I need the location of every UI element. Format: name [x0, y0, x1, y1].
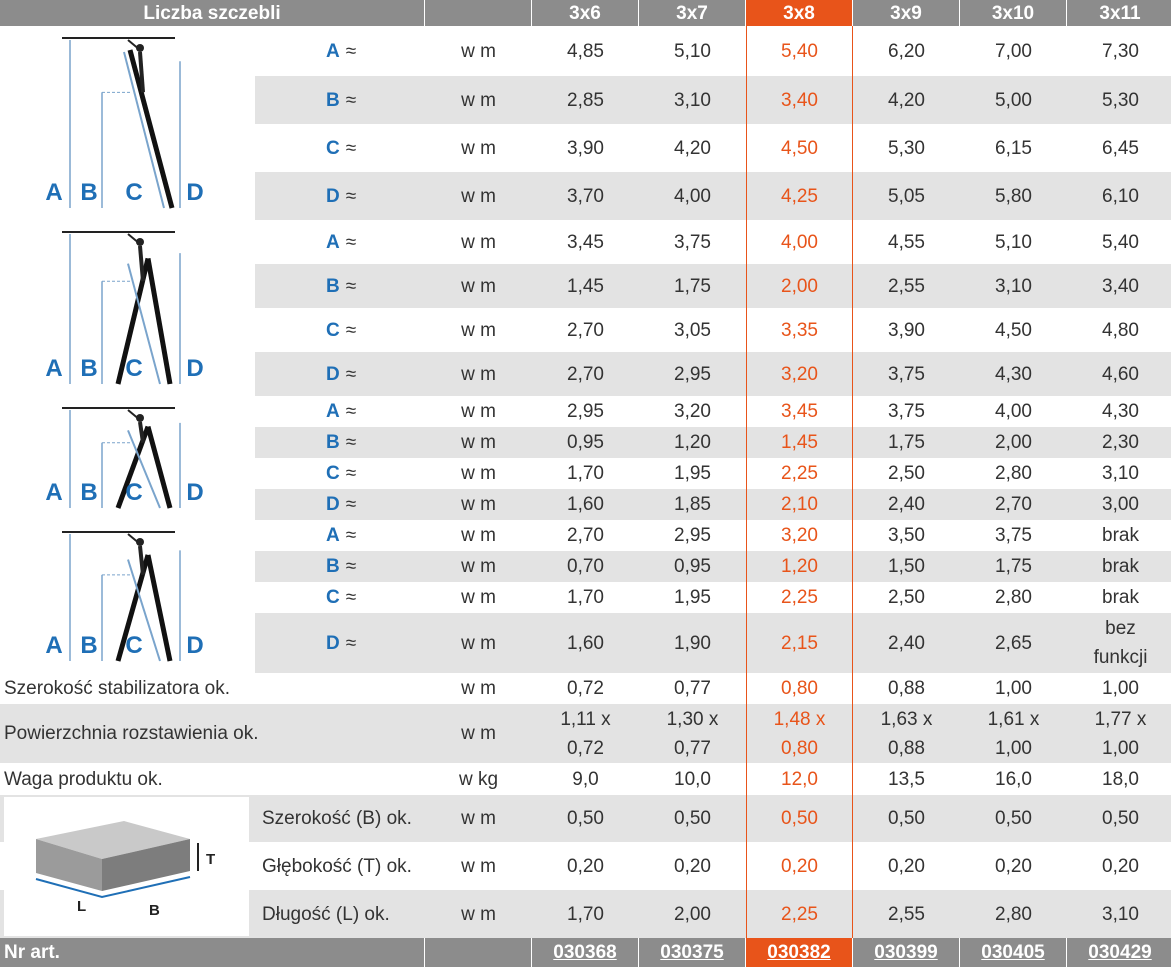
value-cell: 0,50 [1102, 808, 1139, 829]
value-cell: 4,00 [995, 401, 1032, 422]
value-cell: 4,80 [1102, 319, 1139, 341]
diagram-letter-c: C [125, 479, 143, 506]
dimension-letter: A [326, 40, 340, 62]
person-body [140, 422, 143, 443]
value-cell: 3,10 [995, 275, 1032, 297]
dimension-label [255, 124, 425, 172]
dimension-label [255, 220, 425, 264]
diagram-letter-d: D [186, 355, 204, 382]
diagram-letter-b: B [80, 632, 98, 659]
value-cell: 1,75 [674, 275, 711, 297]
header-column-3x9: 3x9 [853, 0, 960, 26]
diagram-letter-c: C [125, 355, 143, 382]
dimension-letter: B [326, 432, 340, 453]
header-title: Liczba szczebli [0, 0, 425, 26]
value-cell: 7,00 [995, 40, 1032, 62]
ladder-diagram-2 [0, 220, 255, 396]
value-cell: 1,00 [995, 678, 1032, 699]
unit-cell: w m [461, 723, 496, 744]
ladder-diagram-3 [0, 396, 255, 520]
approx-sign: ≈ [345, 432, 357, 453]
value-cell: 13,5 [888, 768, 925, 790]
header-column-3x10: 3x10 [960, 0, 1067, 26]
dimension-label [255, 427, 425, 458]
value-cell: 4,85 [567, 40, 604, 62]
approx-sign: ≈ [345, 525, 357, 546]
value-cell: 2,40 [888, 494, 925, 515]
article-cell [746, 938, 853, 967]
value-cell: 5,10 [995, 231, 1032, 253]
diagram-letter-c: C [125, 179, 143, 206]
approx-sign: ≈ [345, 632, 357, 654]
article-cell [853, 938, 960, 967]
value-cell: 3,50 [888, 525, 925, 546]
unit-cell: w m [461, 319, 496, 341]
value-cell: 1,70 [567, 903, 604, 925]
header-column-3x8: 3x8 [746, 0, 853, 26]
value-cell: 1,11 x 0,72 [560, 708, 611, 759]
value-cell: 9,0 [572, 768, 599, 790]
value-cell: 0,80 [781, 678, 818, 699]
ladder-rail-right [148, 258, 170, 384]
diagram-letter-a: A [45, 479, 63, 506]
value-cell: 6,20 [888, 40, 925, 62]
value-cell: 5,30 [1102, 89, 1139, 111]
value-cell: 3,10 [1102, 463, 1139, 484]
value-cell: 2,95 [674, 525, 711, 546]
value-cell: 3,10 [1102, 903, 1139, 925]
value-cell: 5,80 [995, 185, 1032, 207]
dimension-label [255, 352, 425, 396]
value-cell: 3,40 [1102, 275, 1139, 297]
value-cell: 1,00 [1102, 678, 1139, 699]
value-cell: 1,45 [781, 432, 818, 453]
value-cell: 3,45 [567, 231, 604, 253]
value-cell: 16,0 [995, 768, 1032, 790]
footer-row [0, 938, 1171, 967]
article-link[interactable]: 030429 [1088, 942, 1152, 963]
value-cell: 4,60 [1102, 363, 1139, 385]
diagram-letter-d: D [186, 479, 204, 506]
ladder-illustration [0, 26, 255, 220]
approx-sign: ≈ [345, 401, 357, 422]
dimension-letter: D [326, 363, 340, 385]
header-blank [425, 0, 532, 26]
approx-sign: ≈ [345, 275, 357, 297]
article-cell [1067, 938, 1171, 967]
ladder-diagram-1 [0, 26, 255, 220]
value-cell: 3,75 [888, 401, 925, 422]
approx-sign: ≈ [345, 137, 357, 159]
diagram-letter-b: B [80, 355, 98, 382]
value-cell: 0,20 [781, 855, 818, 877]
value-cell: 0,50 [995, 808, 1032, 829]
value-cell: 2,25 [781, 463, 818, 484]
value-cell: 1,95 [674, 587, 711, 608]
value-cell: brak [1102, 587, 1139, 608]
value-cell: 5,05 [888, 185, 925, 207]
value-cell: 4,50 [995, 319, 1032, 341]
diagram-letter-c: C [125, 632, 143, 659]
value-cell: 2,55 [888, 903, 925, 925]
unit-cell: w m [461, 275, 496, 297]
value-cell: 7,30 [1102, 40, 1139, 62]
unit-cell: w m [461, 525, 496, 546]
diagram-letter-a: A [45, 632, 63, 659]
spec-row [0, 673, 1171, 704]
ladder-rail-right [148, 555, 170, 661]
value-cell: 3,20 [781, 363, 818, 385]
value-cell: 0,20 [674, 855, 711, 877]
approx-sign: ≈ [345, 185, 357, 207]
dimension-letter: C [326, 137, 340, 159]
approx-sign: ≈ [345, 231, 357, 253]
diagram-letter-d: D [186, 179, 204, 206]
dimension-label [255, 76, 425, 124]
approx-sign: ≈ [345, 40, 357, 62]
footer-blank [425, 938, 532, 967]
value-cell: 1,48 x 0,80 [773, 708, 826, 759]
value-cell: 3,75 [674, 231, 711, 253]
ladder-diagram-4 [0, 520, 255, 673]
box-label-b: B [149, 902, 160, 919]
person-body [140, 246, 143, 281]
value-cell: 0,77 [674, 678, 711, 699]
value-cell: 1,45 [567, 275, 604, 297]
value-cell: 5,30 [888, 137, 925, 159]
unit-cell: w m [461, 363, 496, 385]
approx-sign: ≈ [345, 89, 357, 111]
value-cell: 1,85 [674, 494, 711, 515]
value-cell: 10,0 [674, 768, 711, 790]
dimension-letter: B [326, 89, 340, 111]
value-cell: 0,50 [567, 808, 604, 829]
ladder-illustration [0, 220, 255, 396]
value-cell: 2,70 [567, 319, 604, 341]
value-cell: 2,25 [781, 587, 818, 608]
value-cell: 4,25 [781, 185, 818, 207]
approx-sign: ≈ [345, 363, 357, 385]
approx-sign: ≈ [345, 556, 357, 577]
header-row [0, 0, 1171, 26]
value-cell: 4,00 [781, 231, 818, 253]
article-cell [960, 938, 1067, 967]
value-cell: 2,40 [888, 632, 925, 654]
value-cell: 1,20 [674, 432, 711, 453]
value-cell: 1,77 x 1,00 [1094, 708, 1147, 759]
value-cell: 1,75 [995, 556, 1032, 577]
dimension-letter: D [326, 494, 340, 515]
value-cell: 2,15 [781, 632, 818, 654]
ladder-illustration [0, 396, 255, 520]
dimension-letter: A [326, 231, 340, 253]
diagram-letter-b: B [80, 479, 98, 506]
unit-cell: w m [461, 556, 496, 577]
value-cell: 1,61 x 1,00 [987, 708, 1040, 759]
value-cell: 4,20 [888, 89, 925, 111]
dimension-label [255, 458, 425, 489]
value-cell: 12,0 [781, 768, 818, 790]
dimension-label [255, 582, 425, 613]
article-link[interactable]: 030368 [553, 942, 617, 963]
value-cell: 0,50 [674, 808, 711, 829]
value-cell: brak [1102, 556, 1139, 577]
value-cell: 4,00 [674, 185, 711, 207]
value-cell: 0,20 [995, 855, 1032, 877]
dimension-label [255, 613, 425, 673]
value-cell: 3,40 [781, 89, 818, 111]
dimension-label [255, 26, 425, 76]
spec-label: Waga produktu ok. [4, 768, 163, 790]
value-cell: 3,90 [888, 319, 925, 341]
value-cell: 2,00 [995, 432, 1032, 453]
value-cell: 2,65 [995, 632, 1032, 654]
value-cell: 2,25 [781, 903, 818, 925]
box-drawing [4, 797, 249, 936]
dimension-letter: C [326, 463, 340, 484]
value-cell: 1,63 x 0,88 [880, 708, 933, 759]
value-cell: 2,50 [888, 463, 925, 484]
diagram-letter-b: B [80, 179, 98, 206]
unit-cell: w m [461, 855, 496, 877]
value-cell: 1,70 [567, 463, 604, 484]
value-cell: 0,88 [888, 678, 925, 699]
value-cell: 3,10 [674, 89, 711, 111]
value-cell: 0,20 [567, 855, 604, 877]
unit-cell: w m [461, 808, 496, 829]
value-cell: 1,75 [888, 432, 925, 453]
dimension-label [255, 551, 425, 582]
approx-sign: ≈ [345, 463, 357, 484]
value-cell: 3,75 [888, 363, 925, 385]
value-cell: 1,60 [567, 494, 604, 515]
value-cell: 2,55 [888, 275, 925, 297]
value-cell: 5,40 [781, 40, 818, 62]
packaging-label: Długość (L) ok. [262, 903, 390, 925]
unit-cell: w m [461, 40, 496, 62]
value-cell: 0,20 [1102, 855, 1139, 877]
value-cell: 3,20 [674, 401, 711, 422]
footer-label: Nr art. [0, 938, 425, 967]
value-cell: 4,20 [674, 137, 711, 159]
box-label-t: T [206, 851, 216, 868]
person-body [140, 546, 143, 575]
dimension-letter: D [326, 632, 340, 654]
value-cell: 4,30 [995, 363, 1032, 385]
spec-label: Szerokość stabilizatora ok. [4, 678, 230, 699]
header-column-3x6: 3x6 [532, 0, 639, 26]
approx-sign: ≈ [345, 494, 357, 515]
dimension-label [255, 172, 425, 220]
value-cell: 2,00 [674, 903, 711, 925]
header-column-3x11: 3x11 [1067, 0, 1171, 26]
article-link[interactable]: 030382 [767, 942, 831, 963]
unit-cell: w m [461, 632, 496, 654]
value-cell: 3,20 [781, 525, 818, 546]
value-cell: 2,80 [995, 463, 1032, 484]
unit-cell: w m [461, 903, 496, 925]
diagram-letter-a: A [45, 179, 63, 206]
article-link[interactable]: 030405 [981, 942, 1045, 963]
value-cell: 3,90 [567, 137, 604, 159]
diagram-letter-d: D [186, 632, 204, 659]
value-cell: 0,20 [888, 855, 925, 877]
value-cell: 2,70 [567, 525, 604, 546]
dimension-letter: A [326, 525, 340, 546]
value-cell: 5,00 [995, 89, 1032, 111]
ladder-rail-right [148, 427, 170, 508]
highlight-border-left [746, 26, 747, 938]
packaging-label: Szerokość (B) ok. [262, 808, 412, 829]
value-cell: 0,72 [567, 678, 604, 699]
value-cell: 4,55 [888, 231, 925, 253]
value-cell: 2,80 [995, 587, 1032, 608]
value-cell: 1,20 [781, 556, 818, 577]
box-label-l: L [77, 898, 87, 915]
value-cell: 6,45 [1102, 137, 1139, 159]
unit-cell: w m [461, 432, 496, 453]
value-cell: 0,95 [567, 432, 604, 453]
approx-sign: ≈ [345, 587, 357, 608]
value-cell: 0,70 [567, 556, 604, 577]
article-link[interactable]: 030399 [874, 942, 938, 963]
value-cell: 2,70 [567, 363, 604, 385]
dimension-label [255, 489, 425, 520]
value-cell: 3,05 [674, 319, 711, 341]
article-cell [532, 938, 639, 967]
highlight-border-right [852, 26, 853, 938]
dimension-label [255, 520, 425, 551]
dimension-label [255, 264, 425, 308]
value-cell: 2,95 [567, 401, 604, 422]
value-cell: 0,50 [888, 808, 925, 829]
approx-sign: ≈ [345, 319, 357, 341]
value-cell: 2,50 [888, 587, 925, 608]
value-cell: 4,50 [781, 137, 818, 159]
unit-cell: w m [461, 231, 496, 253]
value-cell: 1,50 [888, 556, 925, 577]
dimension-letter: C [326, 587, 340, 608]
value-cell: 5,10 [674, 40, 711, 62]
unit-cell: w m [461, 137, 496, 159]
value-cell: 1,90 [674, 632, 711, 654]
value-cell: 1,30 x 0,77 [666, 708, 719, 759]
dimension-letter: B [326, 556, 340, 577]
value-cell: 3,45 [781, 401, 818, 422]
value-cell: 6,10 [1102, 185, 1139, 207]
value-cell: 6,15 [995, 137, 1032, 159]
unit-cell: w m [461, 401, 496, 422]
value-cell: 0,95 [674, 556, 711, 577]
value-cell: 3,35 [781, 319, 818, 341]
value-cell: bez funkcji [1093, 618, 1148, 668]
unit-cell: w kg [458, 768, 499, 790]
spec-label: Powierzchnia rozstawienia ok. [4, 723, 259, 744]
unit-cell: w m [461, 185, 496, 207]
value-cell: 3,75 [995, 525, 1032, 546]
dimension-letter: C [326, 319, 340, 341]
value-cell: 1,70 [567, 587, 604, 608]
dimension-letter: D [326, 185, 340, 207]
value-cell: 3,00 [1102, 494, 1139, 515]
package-box-illustration [4, 797, 249, 936]
value-cell: 4,30 [1102, 401, 1139, 422]
value-cell: 0,50 [781, 808, 818, 829]
unit-cell: w m [461, 678, 496, 699]
article-link[interactable]: 030375 [660, 942, 724, 963]
value-cell: 2,70 [995, 494, 1032, 515]
value-cell: 18,0 [1102, 768, 1139, 790]
header-column-3x7: 3x7 [639, 0, 746, 26]
ladder-illustration [0, 520, 255, 673]
unit-cell: w m [461, 463, 496, 484]
value-cell: 2,85 [567, 89, 604, 111]
unit-cell: w m [461, 587, 496, 608]
value-cell: 1,95 [674, 463, 711, 484]
unit-cell: w m [461, 89, 496, 111]
value-cell: 2,95 [674, 363, 711, 385]
spec-row [0, 704, 1171, 763]
value-cell: 2,00 [781, 275, 818, 297]
article-cell [639, 938, 746, 967]
value-cell: brak [1102, 525, 1139, 546]
unit-cell: w m [461, 494, 496, 515]
dimension-label [255, 396, 425, 427]
dimension-label [255, 308, 425, 352]
value-cell: 2,80 [995, 903, 1032, 925]
value-cell: 2,10 [781, 494, 818, 515]
dimension-letter: A [326, 401, 340, 422]
value-cell: 5,40 [1102, 231, 1139, 253]
spec-row [0, 763, 1171, 795]
value-cell: 1,60 [567, 632, 604, 654]
value-cell: 2,30 [1102, 432, 1139, 453]
value-cell: 3,70 [567, 185, 604, 207]
diagram-letter-a: A [45, 355, 63, 382]
dimension-letter: B [326, 275, 340, 297]
packaging-label: Głębokość (T) ok. [262, 855, 412, 877]
